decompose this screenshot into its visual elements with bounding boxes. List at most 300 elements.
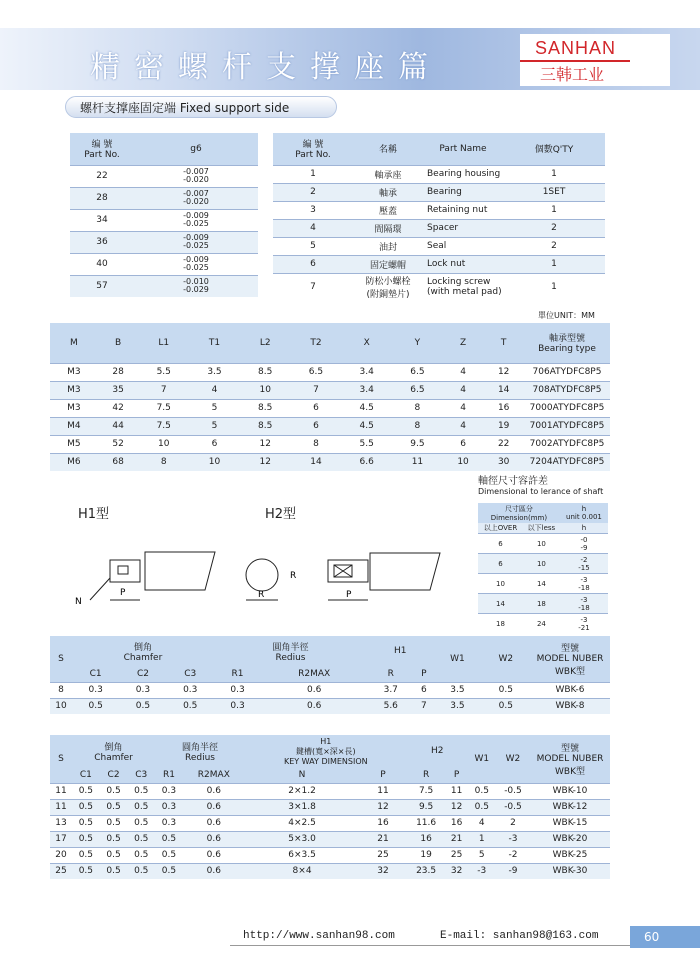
table-cell: 7002ATYDFC8P5 <box>524 435 610 453</box>
col-header: 軸承型號 Bearing type <box>538 334 596 355</box>
table-row <box>50 698 610 714</box>
table-cell: 0.5 <box>127 847 155 863</box>
col-header: 編 號 Part No. <box>295 140 331 161</box>
table-cell: WBK-8 <box>530 698 610 714</box>
table-row <box>273 183 605 201</box>
sub-header: C2 <box>107 769 120 780</box>
table-cell: 0.6 <box>261 698 367 714</box>
table-cell: 6×3.5 <box>245 847 359 863</box>
table-cell: 3.5 <box>433 698 481 714</box>
table-cell: 2 <box>503 237 605 255</box>
table-cell: 軸承 <box>353 183 423 201</box>
table-cell: 0.5 <box>468 799 496 815</box>
table-row <box>273 237 605 255</box>
table-cell: 13 <box>50 815 72 831</box>
table-cell: -2 <box>496 847 530 863</box>
table-cell: 16 <box>407 831 446 847</box>
table-cell: 32 <box>359 863 406 879</box>
table-cell: 4 <box>468 815 496 831</box>
sub-header: R1 <box>162 769 175 780</box>
table-cell: 36 <box>70 231 134 253</box>
table-cell: 0.6 <box>183 863 245 879</box>
table-row <box>50 831 610 847</box>
table-cell: 10 <box>478 574 523 594</box>
col-header: H1 <box>393 646 407 656</box>
col-header: T1 <box>208 337 221 348</box>
table-cell: 23.5 <box>407 863 446 879</box>
brand-name-en: SANHAN <box>535 38 617 58</box>
table-cell: 1 <box>503 273 605 300</box>
table-cell: 7001ATYDFC8P5 <box>524 417 610 435</box>
table-cell: 0.5 <box>155 847 183 863</box>
table-cell: 4 <box>443 399 484 417</box>
table-cell: 68 <box>98 453 139 471</box>
table-row <box>50 417 610 435</box>
table-cell: -0.007 -0.020 <box>134 165 258 187</box>
table-cell: 10 <box>50 698 72 714</box>
table-cell: 12 <box>240 435 291 453</box>
table-cell: 6 <box>414 682 433 698</box>
table-cell: 7 <box>138 381 189 399</box>
table-cell: 3.5 <box>189 363 240 381</box>
table-cell: 19 <box>407 847 446 863</box>
table-cell: -0.5 <box>496 783 530 799</box>
table-cell: 5 <box>273 237 353 255</box>
table-cell: 0.6 <box>183 831 245 847</box>
table-cell: 10 <box>443 453 484 471</box>
table-cell: 0.5 <box>127 831 155 847</box>
table-cell: 0.3 <box>214 698 261 714</box>
table-cell: 6.6 <box>341 453 392 471</box>
table-cell: 708ATYDFC8P5 <box>524 381 610 399</box>
table-cell: -0.007 -0.020 <box>134 187 258 209</box>
table-cell: 0.5 <box>100 815 128 831</box>
table-row <box>478 534 608 554</box>
sub-header: R1 <box>231 668 244 679</box>
table-cell: 1 <box>503 201 605 219</box>
shaft-body <box>110 560 140 582</box>
table-cell: 21 <box>446 831 468 847</box>
table-cell: 0.5 <box>72 799 100 815</box>
table-cell: 4 <box>443 363 484 381</box>
col-header: S <box>58 653 64 664</box>
table-cell: 22 <box>483 435 524 453</box>
table-cell: -3 -21 <box>560 614 608 634</box>
table-cell: 0.5 <box>100 783 128 799</box>
table-cell: 6 <box>443 435 484 453</box>
sub-header: P <box>421 668 427 679</box>
table-cell: 0.3 <box>167 682 214 698</box>
table-cell: WBK-30 <box>530 863 610 879</box>
shaft-tolerance-subtitle: Dimensional to lerance of shaft <box>478 487 604 496</box>
sub-header: P <box>453 769 460 780</box>
table-cell: WBK-20 <box>530 831 610 847</box>
table-cell: 固定螺帽 <box>353 255 423 273</box>
table-cell: 18 <box>523 594 560 614</box>
table-cell: 14 <box>478 594 523 614</box>
table-cell: -0.5 <box>496 799 530 815</box>
table-cell: 2 <box>496 815 530 831</box>
table-cell: 1SET <box>503 183 605 201</box>
table-cell: 0.6 <box>261 682 367 698</box>
table-cell: 28 <box>70 187 134 209</box>
table-row <box>70 231 258 253</box>
table-cell: 7.5 <box>138 399 189 417</box>
table-cell: 防松小螺栓 (附銅墊片) <box>353 273 423 300</box>
h1-type-label: H1型 <box>78 507 110 522</box>
table-cell: 7 <box>414 698 433 714</box>
table-cell: 5 <box>468 847 496 863</box>
tolerance-table <box>70 133 258 297</box>
col-header: T <box>500 337 507 348</box>
table-cell: 6 <box>291 417 342 435</box>
table-cell: 4 <box>189 381 240 399</box>
table-cell: 10 <box>240 381 291 399</box>
col-header: 型號 MODEL NUBER WBK型 <box>536 643 604 677</box>
table-cell: 0.5 <box>72 847 100 863</box>
table-cell: 52 <box>98 435 139 453</box>
table-row <box>70 275 258 297</box>
table-cell: 0.5 <box>72 831 100 847</box>
table-row <box>273 219 605 237</box>
table-cell: 間隔環 <box>353 219 423 237</box>
table-cell: -3 -18 <box>560 594 608 614</box>
table-cell: 0.5 <box>72 815 100 831</box>
table-cell: 8.5 <box>240 417 291 435</box>
table-cell: 3 <box>273 201 353 219</box>
col-header: W2 <box>505 753 521 764</box>
table-cell: 3.4 <box>341 363 392 381</box>
table-cell: 24 <box>523 614 560 634</box>
shaft-tolerance-table <box>478 503 608 634</box>
wbk-table-large <box>50 735 610 879</box>
table-cell: 壓蓋 <box>353 201 423 219</box>
table-cell: 11 <box>50 799 72 815</box>
table-cell: 0.3 <box>214 682 261 698</box>
col-header: 名稱 <box>378 145 397 156</box>
table-cell: 16 <box>359 815 406 831</box>
table-cell: 30 <box>483 453 524 471</box>
table-cell: 8×4 <box>245 863 359 879</box>
table-cell: Locking screw (with metal pad) <box>423 273 503 300</box>
table-cell: 0.5 <box>72 698 119 714</box>
table-cell: 0.5 <box>100 831 128 847</box>
col-header: T2 <box>310 337 322 348</box>
table-cell: 7 <box>291 381 342 399</box>
sub-header: 以上OVER <box>483 524 518 532</box>
col-header: W1 <box>450 653 465 664</box>
table-cell: 28 <box>98 363 139 381</box>
table-cell: 17 <box>50 831 72 847</box>
table-cell: M3 <box>50 381 98 399</box>
table-cell: 6 <box>291 399 342 417</box>
table-cell: -3 -18 <box>560 574 608 594</box>
table-cell: 0.6 <box>183 815 245 831</box>
table-cell: 25 <box>359 847 406 863</box>
col-header: H1 鍵槽(寬×深×長) KEY WAY DIMENSION <box>283 736 368 766</box>
table-cell: 8 <box>50 682 72 698</box>
table-row <box>273 201 605 219</box>
table-cell: 10 <box>523 554 560 574</box>
table-cell: 6.5 <box>291 363 342 381</box>
table-row <box>50 363 610 381</box>
table-row <box>50 381 610 399</box>
table-cell: WBK-10 <box>530 783 610 799</box>
table-cell: M4 <box>50 417 98 435</box>
col-header: 個數Q'TY <box>534 145 574 156</box>
brand-name-cn: 三韩工业 <box>540 65 605 84</box>
table-row <box>70 209 258 231</box>
table-cell: 3.4 <box>341 381 392 399</box>
table-row <box>70 187 258 209</box>
table-cell: 11 <box>50 783 72 799</box>
table-cell: 0.3 <box>72 682 119 698</box>
col-header: B <box>115 337 122 348</box>
table-cell: 16 <box>483 399 524 417</box>
sub-header: C3 <box>135 769 148 780</box>
col-header: Z <box>459 337 467 348</box>
table-cell: 0.6 <box>183 847 245 863</box>
table-cell: 6 <box>273 255 353 273</box>
table-cell: -3 <box>468 863 496 879</box>
table-cell: M5 <box>50 435 98 453</box>
col-header: Y <box>414 337 421 348</box>
table-cell: 9.5 <box>392 435 443 453</box>
table-cell: Seal <box>423 237 503 255</box>
sub-header: C1 <box>89 668 102 679</box>
table-cell: 0.3 <box>155 815 183 831</box>
sub-header: R2MAX <box>298 668 331 679</box>
table-cell: 0.5 <box>155 863 183 879</box>
col-header: H2 <box>430 746 444 756</box>
h2-type-label: H2型 <box>265 507 297 522</box>
col-header: 编 號 Part No. <box>84 140 120 161</box>
shaft-housing <box>145 552 215 590</box>
col-header: W1 <box>474 753 490 764</box>
table-cell: 7.5 <box>138 417 189 435</box>
table-cell: 57 <box>70 275 134 297</box>
table-cell: 10 <box>138 435 189 453</box>
table-cell: 油封 <box>353 237 423 255</box>
table-cell: 6.5 <box>392 381 443 399</box>
shaft-diagram-h1 <box>70 540 230 620</box>
wbk-table-small <box>50 636 610 714</box>
table-row <box>50 682 610 698</box>
table-cell: 8 <box>138 453 189 471</box>
table-cell: 5×3.0 <box>245 831 359 847</box>
table-cell: 40 <box>70 253 134 275</box>
table-cell: M6 <box>50 453 98 471</box>
table-cell: 5 <box>189 399 240 417</box>
keyway <box>118 566 128 574</box>
table-row <box>50 847 610 863</box>
sub-header: R <box>422 769 430 780</box>
table-cell: WBK-6 <box>530 682 610 698</box>
table-cell: 1 <box>468 831 496 847</box>
table-cell: 0.6 <box>183 799 245 815</box>
table-cell: 11 <box>446 783 468 799</box>
table-cell: 4 <box>273 219 353 237</box>
table-cell: -0 -9 <box>560 534 608 554</box>
sub-header: N <box>298 769 306 780</box>
table-cell: 21 <box>359 831 406 847</box>
table-cell: Retaining nut <box>423 201 503 219</box>
col-header: W2 <box>498 653 514 664</box>
table-cell: 14 <box>483 381 524 399</box>
page-title: 精密螺杆支撑座篇 <box>90 50 442 85</box>
unit-note: 單位UNIT：MM <box>538 311 595 320</box>
label-r: R <box>290 571 297 581</box>
table-cell: 25 <box>446 847 468 863</box>
sub-header: h <box>581 524 587 532</box>
table-cell: 14 <box>523 574 560 594</box>
table-cell: -0.010 -0.029 <box>134 275 258 297</box>
table-cell: 706ATYDFC8P5 <box>524 363 610 381</box>
table-cell: Lock nut <box>423 255 503 273</box>
table-cell: 44 <box>98 417 139 435</box>
table-cell: 3.7 <box>367 682 414 698</box>
col-header: L1 <box>158 337 170 348</box>
table-cell: 11.6 <box>407 815 446 831</box>
table-cell: 0.5 <box>100 847 128 863</box>
table-row <box>273 255 605 273</box>
col-header: 倒角 Chamfer <box>123 642 163 663</box>
table-cell: 2 <box>273 183 353 201</box>
table-cell: 14 <box>291 453 342 471</box>
col-header: 倒角 Chamfer <box>94 742 133 763</box>
table-cell: 25 <box>50 863 72 879</box>
table-cell: 1 <box>503 255 605 273</box>
table-cell: M3 <box>50 399 98 417</box>
table-cell: 軸承座 <box>353 165 423 183</box>
table-cell: 0.5 <box>100 799 128 815</box>
label-p: P <box>346 590 352 600</box>
table-cell: WBK-15 <box>530 815 610 831</box>
table-cell: 4.5 <box>341 417 392 435</box>
sub-header: C2 <box>136 668 149 679</box>
table-cell: 8 <box>392 417 443 435</box>
table-row <box>478 594 608 614</box>
table-cell: 7 <box>273 273 353 300</box>
table-cell: 4 <box>443 417 484 435</box>
table-cell: 22 <box>70 165 134 187</box>
page-number: 60 <box>630 926 700 948</box>
col-header: 圓角半徑 Redius <box>272 642 309 663</box>
table-cell: 3.5 <box>433 682 481 698</box>
table-cell: 0.3 <box>155 783 183 799</box>
table-cell: 1 <box>273 165 353 183</box>
table-cell: 10 <box>189 453 240 471</box>
table-cell: 8 <box>392 399 443 417</box>
table-cell: 4.5 <box>341 399 392 417</box>
table-cell: -3 <box>496 831 530 847</box>
sub-header: C1 <box>79 769 92 780</box>
table-cell: Spacer <box>423 219 503 237</box>
dimension-table <box>50 323 610 471</box>
table-cell: 0.5 <box>72 783 100 799</box>
col-header: L2 <box>259 337 271 348</box>
table-cell: 19 <box>483 417 524 435</box>
table-cell: 35 <box>98 381 139 399</box>
footer-email[interactable]: E-mail: sanhan98@163.com <box>440 930 599 942</box>
table-cell: 0.5 <box>468 783 496 799</box>
table-cell: 8.5 <box>240 363 291 381</box>
table-cell: 5.5 <box>138 363 189 381</box>
footer-divider <box>230 945 630 946</box>
table-cell: 34 <box>70 209 134 231</box>
shaft-diagram-h2 <box>320 545 450 615</box>
sub-header: R2MAX <box>197 769 230 780</box>
table-cell: WBK-12 <box>530 799 610 815</box>
shaft-housing <box>370 553 440 590</box>
table-cell: 0.6 <box>183 783 245 799</box>
sub-header: C3 <box>184 668 197 679</box>
table-row <box>273 165 605 183</box>
table-cell: Bearing <box>423 183 503 201</box>
table-cell: 0.3 <box>155 799 183 815</box>
table-cell: -0.009 -0.025 <box>134 253 258 275</box>
sub-header: P <box>380 769 386 780</box>
shaft-end-view <box>240 545 310 615</box>
table-cell: 9.5 <box>407 799 446 815</box>
table-cell: -0.009 -0.025 <box>134 231 258 253</box>
table-cell: 11 <box>359 783 406 799</box>
col-header: X <box>363 337 370 348</box>
table-cell: 4×2.5 <box>245 815 359 831</box>
col-header: 圓角半徑 Redius <box>181 742 218 763</box>
table-row <box>478 614 608 634</box>
col-header: h unit 0.001 <box>566 505 602 521</box>
table-cell: 0.5 <box>127 783 155 799</box>
table-row <box>50 783 610 799</box>
table-cell: 8 <box>291 435 342 453</box>
table-row <box>273 273 605 300</box>
table-cell: 3×1.8 <box>245 799 359 815</box>
col-header: 型號 MODEL NUBER WBK型 <box>536 743 604 777</box>
table-cell: 6.5 <box>392 363 443 381</box>
table-row <box>50 863 610 879</box>
table-row <box>50 815 610 831</box>
table-cell: 12 <box>240 453 291 471</box>
table-cell: 0.5 <box>72 863 100 879</box>
table-cell: 0.5 <box>155 831 183 847</box>
table-row <box>478 574 608 594</box>
parts-table <box>273 133 605 300</box>
table-cell: 8.5 <box>240 399 291 417</box>
table-row <box>50 399 610 417</box>
table-cell: 5 <box>189 417 240 435</box>
table-cell: 0.5 <box>127 863 155 879</box>
table-cell: 16 <box>446 815 468 831</box>
table-cell: 32 <box>446 863 468 879</box>
table-cell: 1 <box>503 165 605 183</box>
col-header: 尺寸區分 Dimension(mm) <box>490 505 548 522</box>
table-cell: 0.3 <box>119 682 166 698</box>
table-cell: Bearing housing <box>423 165 503 183</box>
table-cell: 10 <box>523 534 560 554</box>
table-cell: 20 <box>50 847 72 863</box>
sub-header: 以下less <box>527 524 556 532</box>
col-header: M <box>70 337 78 348</box>
table-row <box>50 435 610 453</box>
col-header: g6 <box>190 143 202 154</box>
footer-url[interactable]: http://www.sanhan98.com <box>243 930 395 942</box>
table-cell: M3 <box>50 363 98 381</box>
table-cell: 0.5 <box>127 815 155 831</box>
table-cell: -9 <box>496 863 530 879</box>
shaft-tolerance-title: 軸徑尺寸容許差 <box>478 476 548 487</box>
table-cell: 6 <box>478 554 523 574</box>
